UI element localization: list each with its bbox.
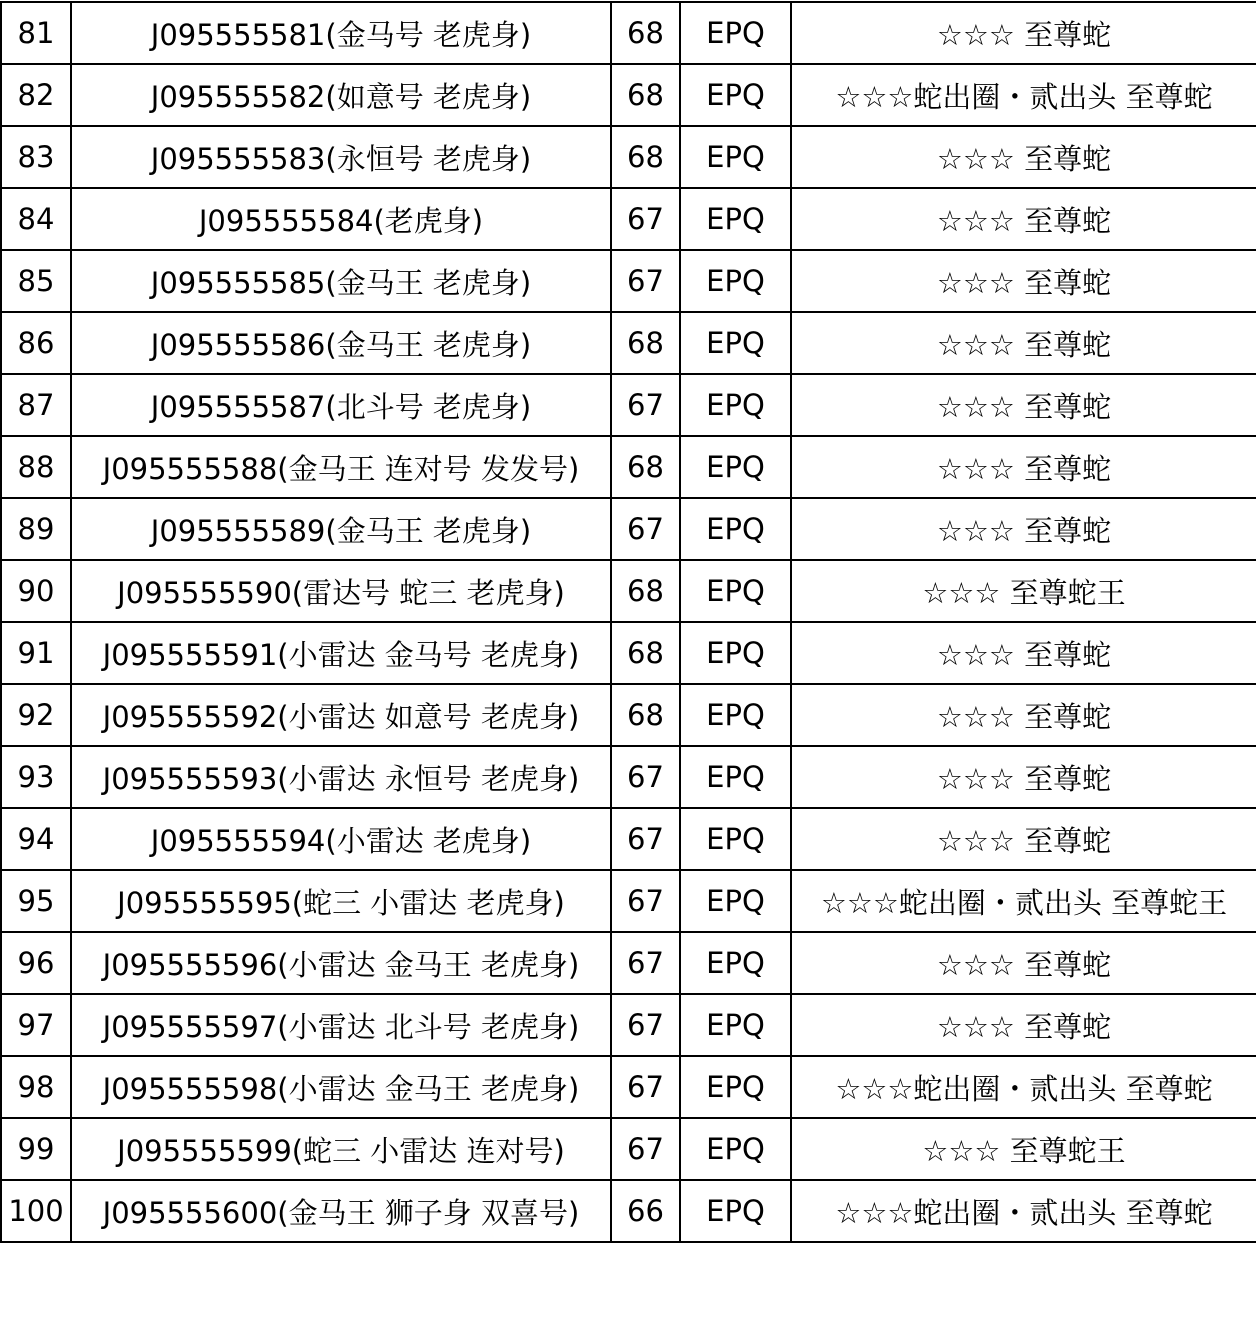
table-row xyxy=(1,994,1256,1056)
feature-note-cell: ☆☆☆ 至尊蛇 xyxy=(791,436,1256,498)
serial-number-cell: J095555590(雷达号 蛇三 老虎身) xyxy=(71,560,611,622)
table-row xyxy=(1,684,1256,746)
row-number-cell: 87 xyxy=(1,374,71,436)
grade-label-cell: EPQ xyxy=(680,622,791,684)
grade-score-cell: 68 xyxy=(611,436,680,498)
feature-note-cell: ☆☆☆ 至尊蛇 xyxy=(791,250,1256,312)
serial-number-cell: J095555596(小雷达 金马王 老虎身) xyxy=(71,932,611,994)
table-row xyxy=(1,312,1256,374)
feature-note-cell: ☆☆☆ 至尊蛇 xyxy=(791,622,1256,684)
row-number-cell: 97 xyxy=(1,994,71,1056)
feature-note-cell: ☆☆☆ 至尊蛇 xyxy=(791,994,1256,1056)
grade-label-cell: EPQ xyxy=(680,1118,791,1180)
grade-label-cell: EPQ xyxy=(680,1180,791,1242)
feature-note-cell: ☆☆☆ 至尊蛇 xyxy=(791,312,1256,374)
grade-score-cell: 68 xyxy=(611,2,680,64)
table-row xyxy=(1,1118,1256,1180)
serial-number-cell: J095555583(永恒号 老虎身) xyxy=(71,126,611,188)
serial-number-cell: J095555587(北斗号 老虎身) xyxy=(71,374,611,436)
row-number-cell: 81 xyxy=(1,2,71,64)
table-row xyxy=(1,808,1256,870)
serial-number-cell: J095555586(金马王 老虎身) xyxy=(71,312,611,374)
serial-number-cell: J095555585(金马王 老虎身) xyxy=(71,250,611,312)
row-number-cell: 86 xyxy=(1,312,71,374)
serial-number-cell: J095555594(小雷达 老虎身) xyxy=(71,808,611,870)
row-number-cell: 100 xyxy=(1,1180,71,1242)
grade-score-cell: 67 xyxy=(611,994,680,1056)
feature-note-cell: ☆☆☆蛇出圈・贰出头 至尊蛇 xyxy=(791,64,1256,126)
serial-number-cell: J095555591(小雷达 金马号 老虎身) xyxy=(71,622,611,684)
grade-score-cell: 67 xyxy=(611,1118,680,1180)
serial-number-cell: J095555593(小雷达 永恒号 老虎身) xyxy=(71,746,611,808)
grade-score-cell: 67 xyxy=(611,870,680,932)
grade-score-cell: 67 xyxy=(611,746,680,808)
grade-score-cell: 67 xyxy=(611,250,680,312)
row-number-cell: 88 xyxy=(1,436,71,498)
grade-score-cell: 67 xyxy=(611,808,680,870)
serial-number-cell: J095555588(金马王 连对号 发发号) xyxy=(71,436,611,498)
table-row xyxy=(1,1180,1256,1242)
grade-label-cell: EPQ xyxy=(680,808,791,870)
table-row xyxy=(1,498,1256,560)
table-row xyxy=(1,188,1256,250)
row-number-cell: 89 xyxy=(1,498,71,560)
feature-note-cell: ☆☆☆ 至尊蛇 xyxy=(791,746,1256,808)
table-row xyxy=(1,436,1256,498)
grade-label-cell: EPQ xyxy=(680,870,791,932)
feature-note-cell: ☆☆☆ 至尊蛇王 xyxy=(791,1118,1256,1180)
row-number-cell: 99 xyxy=(1,1118,71,1180)
grade-label-cell: EPQ xyxy=(680,126,791,188)
row-number-cell: 94 xyxy=(1,808,71,870)
row-number-cell: 85 xyxy=(1,250,71,312)
grade-label-cell: EPQ xyxy=(680,746,791,808)
banknote-listing-table xyxy=(0,1,1256,1243)
feature-note-cell: ☆☆☆ 至尊蛇王 xyxy=(791,560,1256,622)
grade-label-cell: EPQ xyxy=(680,2,791,64)
row-number-cell: 98 xyxy=(1,1056,71,1118)
grade-score-cell: 68 xyxy=(611,64,680,126)
serial-number-cell: J095555598(小雷达 金马王 老虎身) xyxy=(71,1056,611,1118)
grade-score-cell: 67 xyxy=(611,932,680,994)
table-row xyxy=(1,870,1256,932)
grade-score-cell: 67 xyxy=(611,1056,680,1118)
row-number-cell: 84 xyxy=(1,188,71,250)
serial-number-cell: J095555599(蛇三 小雷达 连对号) xyxy=(71,1118,611,1180)
serial-number-cell: J095555589(金马王 老虎身) xyxy=(71,498,611,560)
serial-number-cell: J095555582(如意号 老虎身) xyxy=(71,64,611,126)
grade-score-cell: 68 xyxy=(611,312,680,374)
feature-note-cell: ☆☆☆ 至尊蛇 xyxy=(791,2,1256,64)
table-row xyxy=(1,1056,1256,1118)
row-number-cell: 90 xyxy=(1,560,71,622)
grade-label-cell: EPQ xyxy=(680,560,791,622)
serial-number-cell: J095555597(小雷达 北斗号 老虎身) xyxy=(71,994,611,1056)
grade-score-cell: 68 xyxy=(611,684,680,746)
serial-number-cell: J095555584(老虎身) xyxy=(71,188,611,250)
row-number-cell: 91 xyxy=(1,622,71,684)
grade-score-cell: 68 xyxy=(611,622,680,684)
serial-number-cell: J095555600(金马王 狮子身 双喜号) xyxy=(71,1180,611,1242)
grade-label-cell: EPQ xyxy=(680,684,791,746)
table-row xyxy=(1,622,1256,684)
serial-number-cell: J095555595(蛇三 小雷达 老虎身) xyxy=(71,870,611,932)
feature-note-cell: ☆☆☆蛇出圈・贰出头 至尊蛇 xyxy=(791,1056,1256,1118)
grade-label-cell: EPQ xyxy=(680,374,791,436)
feature-note-cell: ☆☆☆蛇出圈・贰出头 至尊蛇 xyxy=(791,1180,1256,1242)
table-body xyxy=(1,2,1256,1242)
feature-note-cell: ☆☆☆ 至尊蛇 xyxy=(791,374,1256,436)
row-number-cell: 92 xyxy=(1,684,71,746)
feature-note-cell: ☆☆☆ 至尊蛇 xyxy=(791,808,1256,870)
table-row xyxy=(1,374,1256,436)
grade-score-cell: 66 xyxy=(611,1180,680,1242)
grade-label-cell: EPQ xyxy=(680,1056,791,1118)
table-row xyxy=(1,250,1256,312)
row-number-cell: 82 xyxy=(1,64,71,126)
table-row xyxy=(1,126,1256,188)
grade-score-cell: 68 xyxy=(611,126,680,188)
grade-score-cell: 67 xyxy=(611,498,680,560)
row-number-cell: 93 xyxy=(1,746,71,808)
feature-note-cell: ☆☆☆ 至尊蛇 xyxy=(791,498,1256,560)
grade-label-cell: EPQ xyxy=(680,994,791,1056)
feature-note-cell: ☆☆☆ 至尊蛇 xyxy=(791,188,1256,250)
grade-label-cell: EPQ xyxy=(680,436,791,498)
serial-number-cell: J095555592(小雷达 如意号 老虎身) xyxy=(71,684,611,746)
row-number-cell: 83 xyxy=(1,126,71,188)
grade-score-cell: 68 xyxy=(611,560,680,622)
grade-label-cell: EPQ xyxy=(680,932,791,994)
grade-label-cell: EPQ xyxy=(680,312,791,374)
row-number-cell: 96 xyxy=(1,932,71,994)
feature-note-cell: ☆☆☆ 至尊蛇 xyxy=(791,684,1256,746)
grade-label-cell: EPQ xyxy=(680,250,791,312)
grade-label-cell: EPQ xyxy=(680,188,791,250)
grade-label-cell: EPQ xyxy=(680,64,791,126)
table-row xyxy=(1,560,1256,622)
grade-label-cell: EPQ xyxy=(680,498,791,560)
feature-note-cell: ☆☆☆ 至尊蛇 xyxy=(791,932,1256,994)
table-row xyxy=(1,746,1256,808)
grade-score-cell: 67 xyxy=(611,374,680,436)
grade-score-cell: 67 xyxy=(611,188,680,250)
table-row xyxy=(1,932,1256,994)
table-row xyxy=(1,64,1256,126)
row-number-cell: 95 xyxy=(1,870,71,932)
feature-note-cell: ☆☆☆蛇出圈・贰出头 至尊蛇王 xyxy=(791,870,1256,932)
table-row xyxy=(1,2,1256,64)
serial-number-cell: J095555581(金马号 老虎身) xyxy=(71,2,611,64)
feature-note-cell: ☆☆☆ 至尊蛇 xyxy=(791,126,1256,188)
